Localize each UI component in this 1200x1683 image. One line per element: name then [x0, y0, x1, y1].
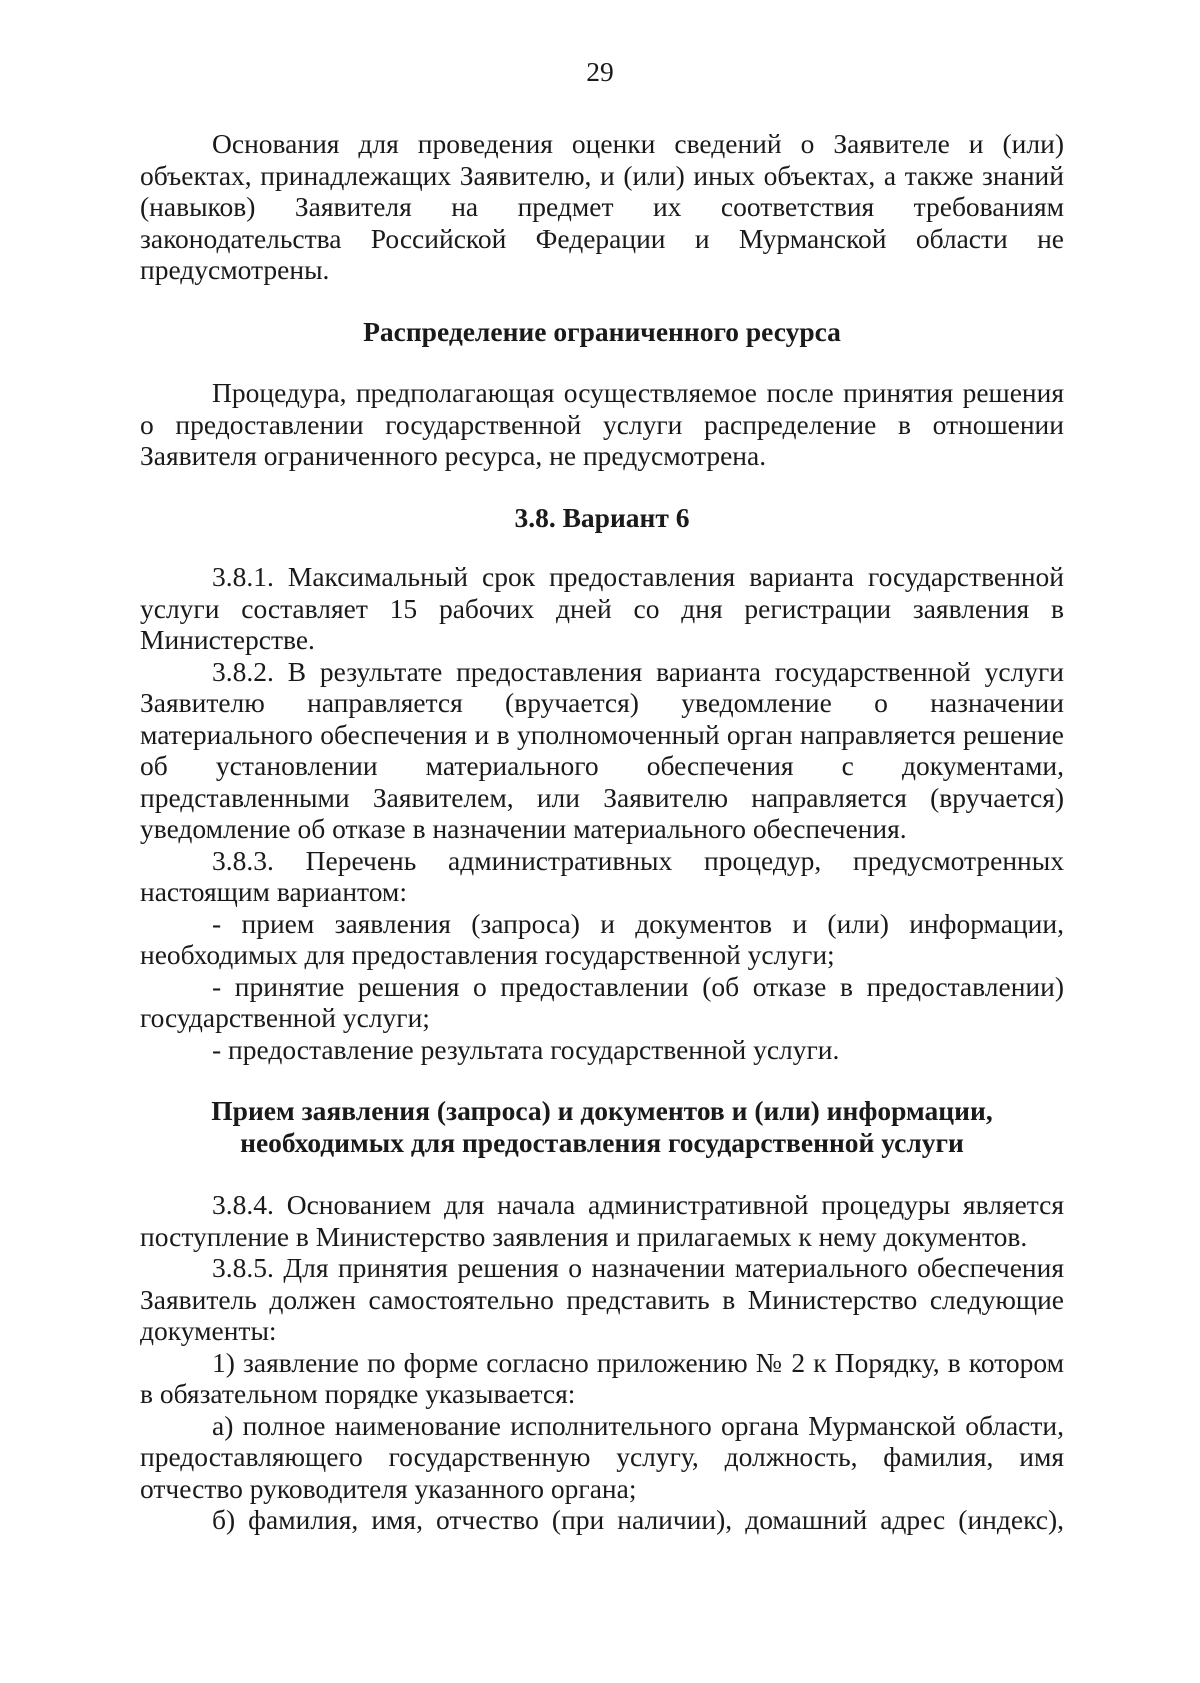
list-item-receipt: - прием заявления (запроса) и документов и (или) информации, необходимых для предоставления государственной услуги; [140, 907, 1064, 970]
paragraph-limited-resource: Процедура, предполагающая осуществляемое после принятия решения о предоставлении государственной услуги распределение в отношении Заявителя ограниченного ресурса, не предусмотрена. [140, 377, 1064, 471]
paragraph-3-8-5: 3.8.5. Для принятия решения о назначении материального обеспечения Заявитель должен самостоятельно представить в Министерство следующие документы: [140, 1252, 1064, 1346]
list-item-decision: - принятие решения о предоставлении (об отказе в предоставлении) государственной услуги; [140, 970, 1064, 1033]
paragraph-3-8-3: 3.8.3. Перечень административных процедур, предусмотренных настоящим вариантом: [140, 844, 1064, 907]
heading-limited-resource: Распределение ограниченного ресурса [363, 315, 841, 347]
paragraph-assessment-grounds: Основания для проведения оценки сведений о Заявителе и (или) объектах, принадлежащих Заявителю, и (или) иных объектах, а также знаний (навыков) Заявителя на предмет их соответствия требованиям законодательства Российской Федерации и Мурманской области не предусмотрены. [140, 128, 1064, 285]
paragraph-3-8-1: 3.8.1. Максимальный срок предоставления варианта государственной услуги составляет 15 рабочих дней со дня регистрации заявления в Министерстве. [140, 561, 1064, 655]
paragraph-item-1: 1) заявление по форме согласно приложению № 2 к Порядку, в котором в обязательном порядке указывается: [140, 1346, 1064, 1409]
document-body [140, 128, 1064, 1536]
paragraph-3-8-4: 3.8.4. Основанием для начала административной процедуры является поступление в Министерство заявления и прилагаемых к нему документов. [140, 1189, 1064, 1252]
page-number: 29 [586, 56, 614, 87]
heading-variant-6: 3.8. Вариант 6 [514, 501, 690, 533]
list-item-result: - предоставление результата государственной услуги. [212, 1033, 840, 1065]
paragraph-item-a: а) полное наименование исполнительного органа Мурманской области, предоставляющего государственную услугу, должность, фамилия, имя отчество руководителя указанного органа; [140, 1409, 1064, 1504]
heading-application-receipt: Прием заявления (запроса) и документов и (или) информации, необходимых для предоставления государственной услуги [211, 1095, 993, 1158]
paragraph-3-8-2: 3.8.2. В результате предоставления варианта государственной услуги Заявителю направляется (вручается) уведомление о назначении материального обеспечения и в уполномоченный орган направляется решение об установлении материального обеспечения с документами, представленными Заявителем, или Заявителю направляется (вручается) уведомление об отказе в назначении материального обеспечения. [140, 655, 1064, 844]
paragraph-item-b: б) фамилия, имя, отчество (при наличии), домашний адрес (индекс), [212, 1504, 1064, 1535]
